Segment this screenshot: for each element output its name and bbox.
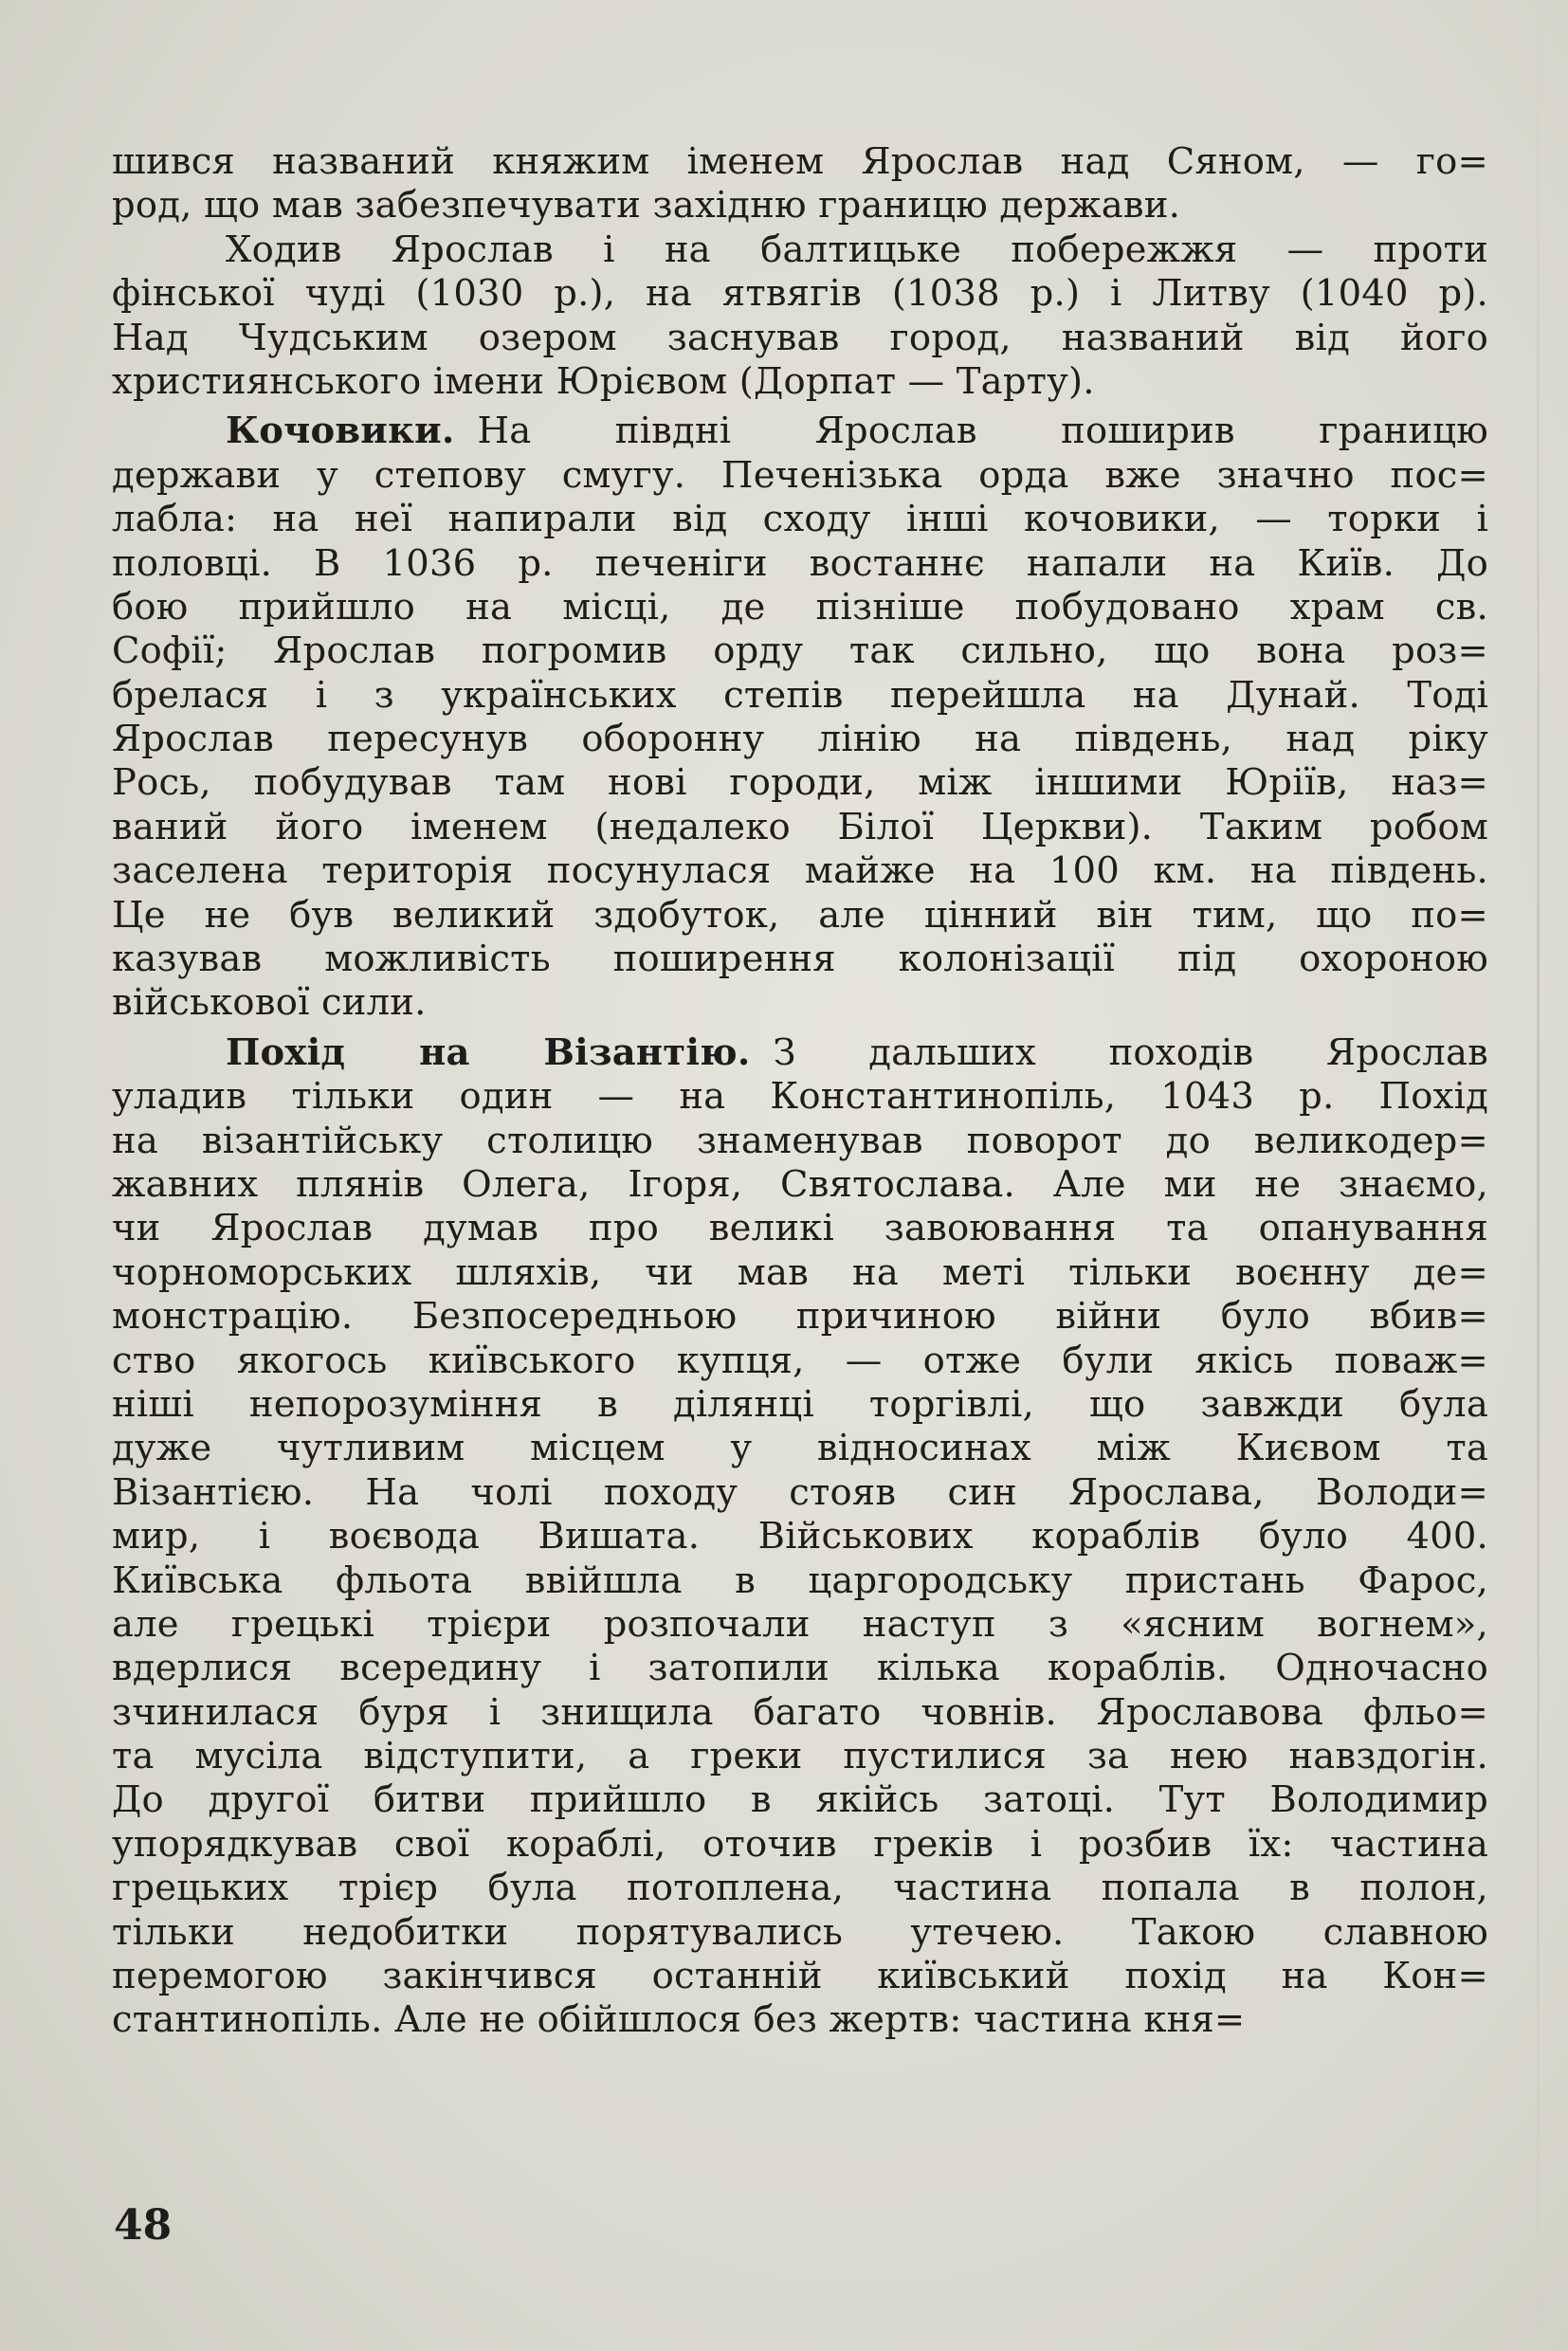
line-text: На півдні Ярослав поширив границю	[477, 410, 1488, 453]
text-line	[112, 1031, 1488, 1075]
paragraph	[112, 140, 1488, 228]
line-text: шився названий княжим іменем Ярослав над Сяном, — го=	[112, 140, 1488, 183]
text-line	[112, 1647, 1488, 1690]
text-line	[112, 1559, 1488, 1603]
line-text: ство якогось київського купця, — отже були якісь поваж=	[112, 1339, 1488, 1382]
text-line	[112, 184, 1488, 228]
line-text: вдерлися всередину і затопили кілька кораблів. Одночасно	[112, 1647, 1488, 1690]
line-text: перемогою закінчився останній київський похід на Кон=	[112, 1955, 1488, 1998]
text-line	[112, 1735, 1488, 1778]
text-line	[112, 1867, 1488, 1910]
text-line	[112, 410, 1488, 453]
text-line	[112, 1911, 1488, 1955]
line-text: мир, і воєвода Вишата. Військових кораблів було 400.	[112, 1515, 1488, 1558]
text-line	[112, 228, 1488, 272]
line-text: половці. В 1036 р. печеніги востаннє напали на Київ. До	[112, 541, 1488, 585]
text-line	[112, 629, 1488, 673]
line-text: Над Чудським озером заснував город, названий від його	[112, 316, 1488, 359]
text-line	[112, 1998, 1488, 2042]
line-text: та мусіла відступити, а греки пустилися за нею навздогін.	[112, 1735, 1488, 1778]
page-number: 48	[114, 2201, 173, 2250]
line-text: християнського імени Юрієвом (Дорпат — Тарту).	[112, 359, 1095, 403]
line-text: Ярослав пересунув оборонну лінію на південь, над ріку	[112, 718, 1488, 761]
line-text: ваний його іменем (недалеко Білої Церкви). Таким робом	[112, 805, 1488, 848]
text-line	[112, 718, 1488, 761]
text-line	[112, 1778, 1488, 1822]
text-line	[112, 1383, 1488, 1427]
text-line	[112, 1075, 1488, 1119]
text-line	[112, 1251, 1488, 1295]
line-text: зчинилася буря і знищила багато човнів. Ярославова фльо=	[112, 1690, 1488, 1734]
line-text: чорноморських шляхів, чи мав на меті тільки воєнну де=	[112, 1250, 1488, 1294]
text-line	[112, 1163, 1488, 1207]
line-text: бою прийшло на місці, де пізніше побудовано храм св.	[112, 585, 1488, 629]
line-text: брелася і з українських степів перейшла на Дунай. Тоді	[112, 673, 1488, 717]
text-line	[112, 586, 1488, 629]
line-text: заселена територія посунулася майже на 100 км. на південь.	[112, 849, 1488, 893]
text-line	[112, 360, 1488, 404]
text-line	[112, 1955, 1488, 1998]
text-line	[112, 1823, 1488, 1867]
line-text: Київська фльота ввійшла в царгородську пристань Фарос,	[112, 1558, 1488, 1602]
text-line	[112, 1295, 1488, 1339]
line-text: грецьких трієр була потоплена, частина попала в полон,	[112, 1867, 1488, 1910]
line-text: Візантією. На чолі походу стояв син Ярослава, Володи=	[112, 1470, 1488, 1514]
paragraph	[112, 1031, 1488, 2043]
line-text: але грецькі трієри розпочали наступ з «ясним вогнем»,	[112, 1602, 1488, 1646]
line-text: Це не був великий здобуток, але цінний він тим, що по=	[112, 893, 1488, 937]
text-line	[112, 1471, 1488, 1515]
text-line	[112, 1207, 1488, 1250]
line-text: упорядкував свої кораблі, оточив греків і розбив їх: частина	[112, 1822, 1488, 1866]
text-line	[112, 761, 1488, 805]
text-line	[112, 1515, 1488, 1558]
line-text: казував можливість поширення колонізації під охороною	[112, 938, 1488, 981]
text-line	[112, 806, 1488, 849]
text-line	[112, 498, 1488, 541]
text-line	[112, 1427, 1488, 1470]
section-heading: Кочовики.	[226, 410, 455, 453]
line-text: військової сили.	[112, 981, 427, 1025]
line-text: ніші непорозуміння в ділянці торгівлі, що завжди була	[112, 1382, 1488, 1426]
line-text: Софії; Ярослав погромив орду так сильно, що вона роз=	[112, 629, 1488, 673]
line-text: З дальших походів Ярослав	[773, 1030, 1488, 1074]
line-text: род, що мав забезпечувати західню границю держави.	[112, 184, 1181, 228]
text-line	[112, 981, 1488, 1025]
text-line	[112, 1603, 1488, 1647]
text-line	[112, 140, 1488, 184]
text-line	[112, 849, 1488, 893]
text-line	[112, 272, 1488, 316]
text-line	[112, 1691, 1488, 1735]
line-text: уладив тільки один — на Константинопіль, 1043 р. Похід	[112, 1075, 1488, 1119]
text-line	[112, 938, 1488, 981]
line-text: жавних плянів Олега, Ігоря, Святослава. Але ми не знаємо,	[112, 1162, 1488, 1206]
text-line	[112, 454, 1488, 498]
line-text: на візантійську столицю знаменував поворот до великодер=	[112, 1119, 1488, 1162]
line-text: монстрацію. Безпосередньою причиною війни було вбив=	[112, 1295, 1488, 1339]
line-text: Ходив Ярослав і на балтицьке побережжя — проти	[226, 228, 1488, 271]
body-text	[112, 140, 1488, 2043]
line-text: Рось, побудував там нові городи, між іншими Юріїв, наз=	[112, 761, 1488, 805]
line-text: До другої битви прийшло в якійсь затоці. Тут Володимир	[112, 1778, 1488, 1822]
line-text: лабла: на неї напирали від сходу інші кочовики, — торки і	[112, 498, 1488, 541]
text-line	[112, 1340, 1488, 1383]
text-line	[112, 674, 1488, 718]
page-crease	[1537, 0, 1540, 2351]
text-line	[112, 1120, 1488, 1163]
line-text: стантинопіль. Але не обійшлося без жертв: частина кня=	[112, 1998, 1246, 2042]
section-heading: Похід на Візантію.	[226, 1030, 751, 1074]
paragraph	[112, 228, 1488, 405]
line-text: держави у степову смугу. Печенізька орда вже значно пос=	[112, 453, 1488, 497]
text-line	[112, 542, 1488, 586]
line-text: чи Ярослав думав про великі завоювання та опанування	[112, 1207, 1488, 1250]
text-line	[112, 894, 1488, 938]
line-text: фінської чуді (1030 р.), на ятвягів (1038 р.) і Литву (1040 р).	[112, 272, 1488, 316]
text-line	[112, 317, 1488, 360]
line-text: тільки недобитки порятувались утечею. Такою славною	[112, 1910, 1488, 1954]
paragraph	[112, 410, 1488, 1025]
line-text: дуже чутливим місцем у відносинах між Києвом та	[112, 1427, 1488, 1470]
